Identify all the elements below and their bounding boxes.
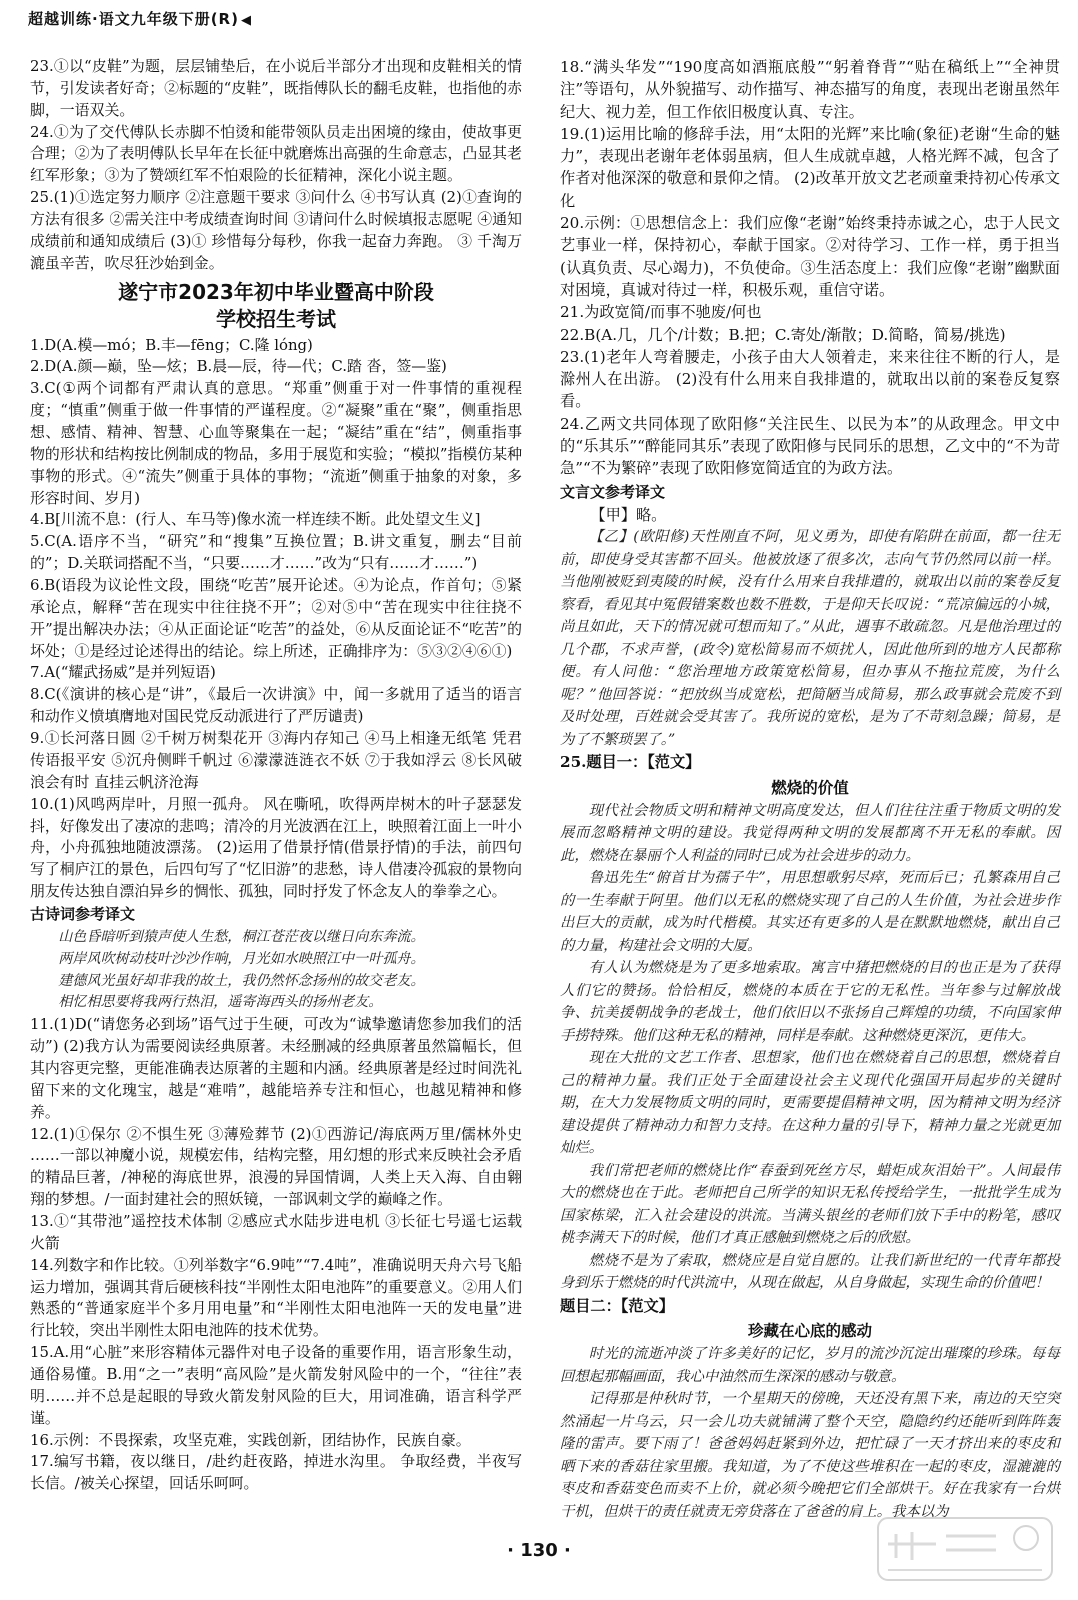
essay2-title: 珍藏在心底的感动 <box>747 1321 872 1341</box>
header-text: 超越训练·语文九年级下册(R) <box>28 10 239 28</box>
answer-item: 8.C(《演讲的核心是“讲”，《最后一次讲演》中，闻一多就用了适当的语言和动作义愤填膺地对国民党反动派进行了严厉谴责) <box>30 685 522 726</box>
answer-item: 13.①“其带池”遥控技术体制 ②感应式水陆步进电机 ③长征七号遥七运载火箭 <box>30 1211 522 1252</box>
answer-item: 1.D(A.模—mó；B.丰—fēng；C.隆 lóng) <box>30 335 313 354</box>
answer-item: 25.(1)①选定努力顺序 ②注意题干要求 ③问什么 ④书写认真 (2)①查询的方法有很多 ②需关注中考成绩查询时间 ③请问什么时候填报志愿呢 ④通知成绩前和通知成绩后 (3)① 珍惜每分每秒，你我一起奋力奔跑。 ③ 千淘万漉虽辛苦，吹尽狂沙始到金。 <box>30 188 522 272</box>
answer-item: 6.B(语段为议论性文段，围绕“吃苦”展开论述。④为论点，作首句；⑤紧承论点，解释“苦在现实中往往挠不开”；②对⑤中“苦在现实中往往挠不开”提出解决办法；④从正面论证“吃苦”的益处，⑥从反面论证不“吃苦”的坏处；①是经过论述得出的结论。综上所述，正确排序为：⑤③②④⑥①) <box>30 576 522 660</box>
essay-paragraph: 鲁迅先生“俯首甘为孺子牛”，用思想歌躬尽瘁，死而后已；孔繁森用自己的一生奉献于阿里。他们以无私的燃烧实现了自己的人生价值，为社会进步作出巨大的贡献，成为时代楷模。其实还有更多的人是在默默地燃烧，献出自己的力量，构建社会文明的大厦。 <box>560 870 1060 954</box>
left-column <box>30 56 522 1495</box>
page-header <box>28 8 252 29</box>
answer-item: 18.“满头华发”“190度高如酒瓶底般”“躬着脊背”“贴在稿纸上”“全神贯注”等语句，从外貌描写、动作描写、神态描写的角度，表现出老谢虽然年纪大、视力差，但工作依旧极度认真、专注。 <box>560 58 1060 121</box>
answer-item: 5.C(A.语序不当，“研究”和“搜集”互换位置；B.讲文重复，删去“目前的”；D.关联词搭配不当，“只要……才……”改为“只有……才……”) <box>30 532 522 573</box>
answer-item: 11.(1)D(“请您务必到场”语气过于生硬，可改为“诚挚邀请您参加我们的活动”) (2)我方认为需要阅读经典原著。未经删减的经典原著虽然篇幅长，但其内容更完整，更能准确表达原著的主题和内涵。经典原著是经过时间洗礼留下来的文化瑰宝，越是“难啃”，越能培养专注和恒心，也越见精神和修养。 <box>30 1015 522 1121</box>
answer-item: 23.(1)老年人弯着腰走，小孩子由大人领着走，来来往往不断的行人，是滁州人在出游。 (2)没有什么用来自我排遣的，就取出以前的案卷反复察看。 <box>560 347 1060 411</box>
page-number: · 130 · <box>507 1540 571 1561</box>
answer-item: 20.示例：①思想信念上：我们应像“老谢”始终秉持赤诚之心，忠于人民文艺事业一样，保持初心，奉献于国家。②对待学习、工作一样，勇于担当(认真负责、尽心竭力)，不负使命。③生活态度上：我们应像“老谢”幽默面对困境，真诚对待过一样，积极乐观，重信守诺。 <box>560 214 1060 299</box>
exam-title-line1: 遂宁市2023年初中毕业暨高中阶段 <box>118 279 434 304</box>
poem-translation-line: 山色昏暗听到猿声使人生愁，桐江苍茫夜以继日向东奔流。 <box>58 928 425 945</box>
answer-item: 17.编写书籍，夜以继日，/赴约赶夜路，掉进水沟里。 争取经费，半夜写长信。/被关心探望，回话乐呵呵。 <box>30 1452 522 1493</box>
right-column <box>560 56 1060 1523</box>
answer-item: 24.乙两文共同体现了欧阳修“关注民生、以民为本”的从政理念。甲文中的“乐其乐”“醉能同其乐”表现了欧阳修与民同乐的思想，乙文中的“不为苛急”“不为繁碎”表现了欧阳修宽简适宜的为政方法。 <box>560 414 1060 478</box>
essay-paragraph: 有人认为燃烧是为了更多地索取。寓言中猪把燃烧的目的也正是为了获得人们它的赞扬。恰恰相反，燃烧的本质在于它的无私性。当年参与过解放战争、抗美援朝战争的老战士，他们依旧以不张扬自己辉煌的功绩，不向国家伸手捞特殊。他们这种无私的精神，同样是奉献。这种燃烧更深沉，更伟大。 <box>560 960 1060 1044</box>
exam-title <box>30 279 522 333</box>
answer-item: 10.(1)风鸣两岸叶，月照一孤舟。 风在嘶吼，吹得两岸树木的叶子瑟瑟发抖，好像发出了凄凉的悲鸣；清冷的月光波洒在江上，映照着江面上一叶小舟，小舟孤独地随波漂荡。 (2)运用了借景抒情(借景抒情)的手法，前四句写了桐庐江的景色，后四句写了“忆旧游”的悲愁，诗人借凄冷孤寂的景物向朋友传达独自漂泊异乡的惆怅、孤独，同时抒发了怀念友人的拳拳之心。 <box>30 794 522 901</box>
classical-yi: 【乙】(欧阳修)天性刚直不阿，见义勇为，即使有陷阱在前面，都一往无前，即使身受其害都不回头。他被放逐了很多次，志向气节仍然同以前一样。当他刚被贬到夷陵的时候，没有什么用来自我排遣的，就取出以前的案卷反复察看，看见其中冤假错案数也数不胜数，于是仰天长叹说：“荒凉偏远的小城，尚且如此，天下的情况就可想而知了。”从此，遇事不敢疏忽。凡是他治理过的几个郡，不求声誉，(政令)宽松简易而不烦扰人，因此他所到的地方人民都称便。有人问他：“您治理地方政策宽松简易，但办事从不拖拉荒废，为什么呢？”他回答说：“把放纵当成宽松，把简陋当成简易，那么政事就会荒废不到及时处理，百姓就会受其害了。我所说的宽松，是为了不苛刻急躁；简易，是为了不繁琐罢了。” <box>560 529 1060 748</box>
essay-paragraph: 现代社会物质文明和精神文明高度发达，但人们往往注重于物质文明的发展而忽略精神文明的建设。我觉得两种文明的发展都离不开无私的奉献。因此，燃烧在暴丽个人利益的同时已成为社会进步的动力。 <box>560 802 1060 864</box>
poem-translation-line: 两岸风吹树动枝叶沙沙作响，月光如水映照江中一叶孤舟。 <box>58 950 425 967</box>
poem-translation-heading: 古诗词参考译文 <box>30 904 136 923</box>
essay-paragraph: 现在大批的文艺工作者、思想家，他们也在燃烧着自己的思想，燃烧着自己的精神力量。我们正处于全面建设社会主义现代化强国开局起步的关键时期，在大力发展物质文明的同时，更需要提倡精神文明，因为精神文明为经济建设提供了精神动力和智力支持。在这种力量的引导下，精神力量之光就更加灿烂。 <box>560 1050 1060 1157</box>
essay1-title: 燃烧的价值 <box>771 777 849 797</box>
answer-item: 16.示例：不畏探索，攻坚克难，实践创新，团结协作，民族自豪。 <box>30 1430 471 1449</box>
poem-translation-line: 建德风光虽好却非我的故土，我仍然怀念扬州的故交老友。 <box>58 972 425 989</box>
answer-item: 23.①以“皮鞋”为题，层层铺垫后，在小说后半部分才出现和皮鞋相关的情节，引发读者好奇；②标题的“皮鞋”，既指傅队长的翻毛皮鞋，也指他的赤脚，一语双关。 <box>30 57 522 119</box>
answer-item: 2.D(A.颜—巅，坠—炫；B.晨—辰，待—代；C.踏 沓，签—鉴) <box>30 357 447 376</box>
essay-paragraph: 时光的流逝冲淡了许多美好的记忆，岁月的流沙沉淀出璀璨的珍珠。每每回想起那幅画面，我心中油然而生深深的感动与敬意。 <box>560 1346 1060 1385</box>
answer-item: 22.B(A.几，几个/计数；B.把；C.寄处/渐散；D.简略，简易/挑选) <box>560 325 1006 344</box>
classical-translation-heading: 文言文参考译文 <box>560 482 666 501</box>
answer-item: 15.A.用“心脏”来形容精体元器件对电子设备的重要作用，语言形象生动，通俗易懂。B.用“之一”表明“高风险”是火箭发射风险中的一个，“往往”表明……并不总是起眼的导致火箭发射风险的巨大，用词准确，语言科学严谨。 <box>30 1343 522 1427</box>
answer-item: 7.A(“耀武扬威”是并列短语) <box>30 663 216 682</box>
answer-item: 4.B[川流不息：(行人、车马等)像水流一样连续不断。此处望文生义] <box>30 510 481 529</box>
classical-jia: 【甲】略。 <box>590 505 667 524</box>
exam-title-line2: 学校招生考试 <box>216 306 336 331</box>
header-marker: ◀ <box>240 13 252 28</box>
answer-item: 24.①为了交代傅队长赤脚不怕烫和能带领队员走出困境的缘由，使故事更合理；②为了表明傅队长早年在长征中就磨炼出高强的生命意志，凸显其老红军形象；③为了赞颂红军不怕艰险的长征精神，深化小说主题。 <box>30 122 522 185</box>
answer-item: 21.为政宽简/而事不驰废/何也 <box>560 303 762 322</box>
answer-item: 9.①长河落日圆 ②千树万树梨花开 ③海内存知己 ④马上相逢无纸笔 凭君传语报平安 ⑤沉舟侧畔千帆过 ⑥濛濛涟涟衣不妖 ⑦于我如浮云 ⑧长风破浪会有时 直挂云帆济沧海 <box>30 729 522 791</box>
poem-translation-line: 相忆相思要将我两行热泪，遥寄海西头的扬州老友。 <box>58 994 383 1011</box>
answer-item: 14.列数字和作比较。①列举数字“6.9吨”“7.4吨”，准确说明天舟六号飞船运力增加，强调其背后硬核科技“半刚性太阳电池阵”的重要意义。②用人们熟悉的“普通家庭半个多月用电量”和“半刚性太阳电池阵一天的发电量”进行比较，突出半刚性太阳电池阵的技术优势。 <box>30 1255 522 1340</box>
essay-paragraph: 我们常把老师的燃烧比作“春蚕到死丝方尽，蜡炬成灰泪始干”。人间最伟大的燃烧也在于此。老师把自己所学的知识无私传授给学生，一批批学生成为国家栋梁，汇入社会建设的洪流。当满头银丝的老师们放下手中的粉笔，感叹桃李满天下的时候，他们才真正感触到燃烧之后的欣慰。 <box>560 1162 1060 1247</box>
essay-paragraph: 记得那是仲秋时节，一个星期天的傍晚，天还没有黑下来，南边的天空突然涌起一片乌云，只一会儿功夫就铺满了整个天空，隐隐约约还能听到阵阵轰隆的雷声。要下雨了！爸爸妈妈赶紧到外边，把忙碌了一天才挤出来的枣皮和晒下来的香菇往家里搬。我知道，为了不使这些堆积在一起的枣皮，湿漉漉的枣皮和香菇变色而卖不上价，就必须今晚把它们全部烘干。好在我家有一台烘干机，但烘干的责任就责无旁贷落在了爸爸的肩上。我本以为 <box>560 1391 1060 1520</box>
q25-heading: 25.题目一：【范文】 <box>560 753 701 772</box>
answer-item: 19.(1)运用比喻的修辞手法，用“太阳的光辉”来比喻(象征)老谢“生命的魅力”，表现出老谢年老体弱虽病，但人生成就卓越，人格光辉不减，包含了作者对他深深的敬意和景仰之情。 (2)改革开放文艺老顽童秉持初心传承文化 <box>560 124 1060 210</box>
q25-heading-2: 题目二：【范文】 <box>560 1296 674 1315</box>
answer-item: 12.(1)①保尔 ②不惧生死 ③薄殓葬节 (2)①西游记/海底两万里/儒林外史 ……一部以神魔小说，规模宏伟，结构完整，用幻想的形式来反映社会矛盾的精品巨著，/神秘的海底世界，浪漫的异国情调，人类上天入海、自由翱翔的梦想。/一面封建社会的照妖镜，一部讽刺文学的巅峰之作。 <box>30 1124 522 1209</box>
essay-paragraph: 燃烧不是为了索取，燃烧应是自觉自愿的。让我们新世纪的一代青年都投身到乐于燃烧的时代洪流中，从现在做起，从自身做起，实现生命的价值吧！ <box>560 1252 1060 1292</box>
answer-item: 3.C(①两个词都有严肃认真的意思。“郑重”侧重于对一件事情的重视程度；“慎重”侧重于做一件事情的严谨程度。②“凝聚”重在“聚”，侧重指思想、感情、精神、智慧、心血等聚集在一起；“凝结”重在“结”，侧重指事物的形状和结构按比例制成的物品，多用于展览和实验；“模拟”指模仿某种事物的形式。④“流失”侧重于具体的事物；“流逝”侧重于抽象的对象，多形容时间、岁月) <box>30 379 522 507</box>
watermark-logo <box>876 1514 1054 1584</box>
